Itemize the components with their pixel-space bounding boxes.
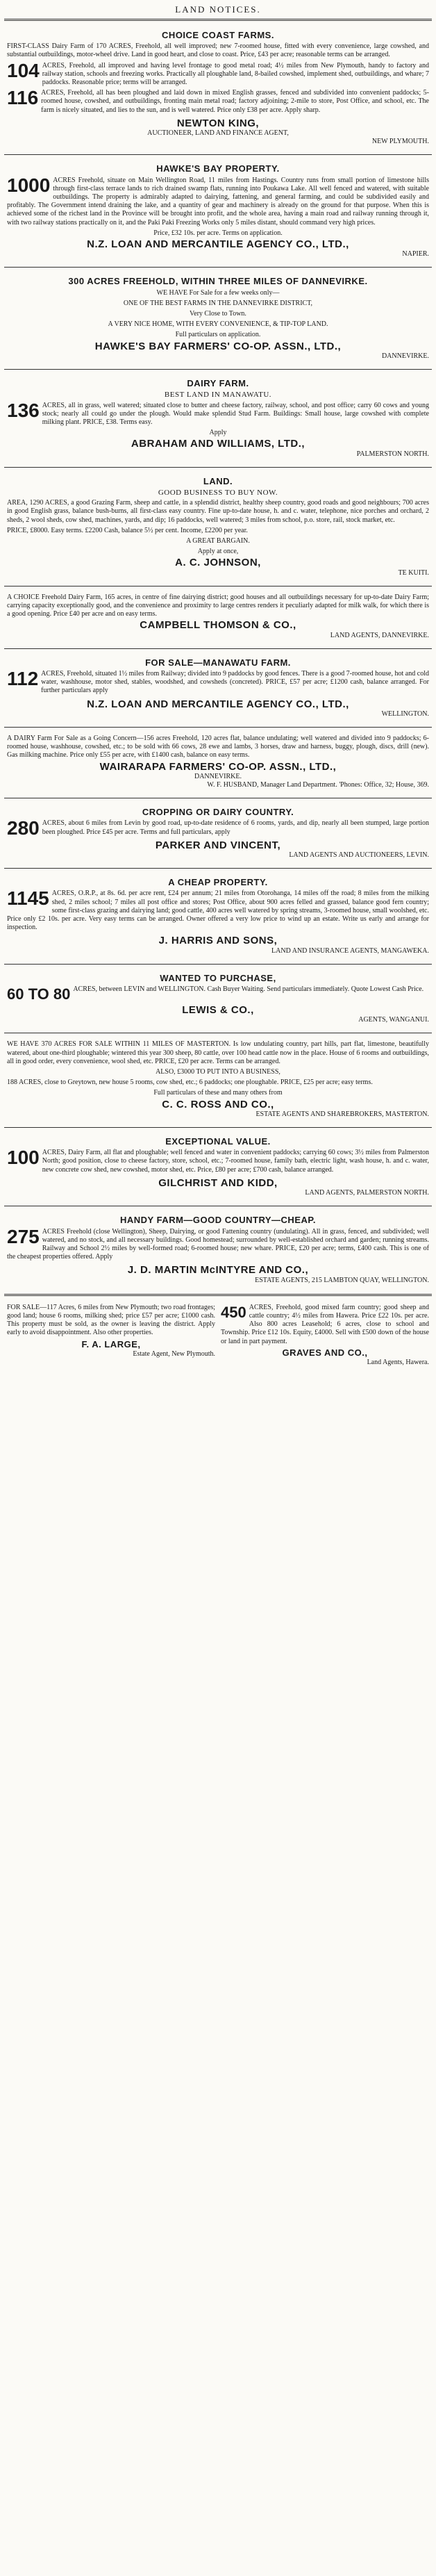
ad-paragraph: [7, 548, 429, 556]
ad-text: Very Close to Town.: [190, 310, 246, 318]
ad-paragraph: [7, 229, 429, 238]
ad-paragraph: [7, 817, 429, 839]
lead-number: 60 TO 80: [7, 985, 71, 1003]
agent-subtitle: AUCTIONEER, LAND AND FINANCE AGENT,: [147, 129, 289, 138]
ad-block: [0, 967, 436, 1031]
ad-paragraph: [7, 537, 429, 545]
ad-paragraph: [7, 1089, 429, 1097]
agent-name: A. C. JOHNSON,: [175, 557, 261, 569]
agent-location: LAND AND INSURANCE AGENTS, MANGAWEKA.: [271, 946, 429, 955]
ad-block: [0, 158, 436, 264]
lead-number: 116: [7, 87, 39, 109]
ad-block: [0, 730, 436, 795]
bottom-ads: [0, 1299, 436, 1372]
ad-paragraph: [7, 59, 429, 88]
ad-text: 450 ACRES, Freehold, good mixed farm country; good sheep and cattle country; 4½ miles from Hawera. Price £22 10s. per acre. Also 800 acres Leasehold; 6 acres, close to school and Township. Price £12 10s. Equity, £4000. Sell with £500 down of the house or land in part payment.: [221, 1303, 429, 1345]
agent-location: ESTATE AGENTS AND SHAREBROKERS, MASTERTON.: [255, 1110, 429, 1118]
ad-text: FOR SALE—117 Acres, 6 miles from New Plymouth; two road frontages; good land; house 6 rooms, milking shed; price £57 per acre; £1000 cash. This property must be sold, as the owner is leaving the district. Apply early to avoid disappointment. Also other properties.: [7, 1303, 215, 1337]
ad-text: Price, £32 10s. per acre. Terms on application.: [153, 229, 283, 237]
ad-paragraph: [7, 42, 429, 59]
agent-name: WAIRARAPA FARMERS' CO-OP. ASSN., LTD.,: [99, 760, 337, 773]
divider: [4, 154, 432, 155]
lead-number: 136: [7, 399, 40, 421]
ad-paragraph: [7, 499, 429, 525]
agent-subtitle: DANNEVIRKE.: [194, 772, 242, 780]
ad-text: ACRES, all in grass, well watered; situated close to butter and cheese factory, railway, school, and post office; carry 60 cows and young stock; nearly all could go under the plough. Would make splendid Stud Farm. Buildings: Small house, large cowshed with complete milking plant. PRICE, £38. Terms easy.: [42, 401, 429, 426]
agent-name: C. C. ROSS AND CO.,: [162, 1098, 274, 1110]
divider: [4, 467, 432, 468]
ad-heading: WANTED TO PURCHASE,: [160, 972, 276, 983]
ad-paragraph: [7, 667, 429, 696]
ad-paragraph: [7, 289, 429, 297]
ad-text: WE HAVE For Sale for a few weeks only—: [156, 288, 280, 297]
lead-number: 100: [7, 1147, 40, 1169]
ad-subheading: BEST LAND IN MANAWATU.: [164, 391, 272, 400]
agent-location: NEW PLYMOUTH.: [371, 138, 429, 146]
ad-text: A VERY NICE HOME, WITH EVERY CONVENIENCE, & TIP-TOP LAND.: [108, 320, 328, 329]
ad-block: [0, 801, 436, 865]
agent-name: N.Z. LOAN AND MERCANTILE AGENCY CO., LTD.,: [87, 238, 349, 251]
agent-location: DANNEVIRKE.: [381, 352, 429, 360]
ad-block: [0, 1209, 436, 1290]
ad-text: ACRES, Freehold, all has been ploughed and laid down in mixed English grasses, fenced and subdivided into convenient paddocks; 5-roomed house, cowshed, and outbuildings, fronting main metal road; factory adjoining; 2-mile to store, Post Office, and school, etc. The farm is nicely situated, and lies to the sun, and is well watered. Price only £38 per acre. Apply sharp.: [41, 89, 429, 114]
agent-name: ABRAHAM AND WILLIAMS, LTD.,: [131, 438, 305, 450]
ad-heading: DAIRY FARM.: [187, 378, 249, 389]
ad-paragraph: [7, 593, 429, 619]
ad-paragraph: [7, 399, 429, 427]
divider: [4, 648, 432, 649]
divider: [4, 1294, 432, 1296]
ad-block: [0, 1036, 436, 1124]
ad-paragraph: [7, 310, 429, 318]
ad-text: A DAIRY Farm For Sale as a Going Concern—156 acres Freehold, 120 acres flat, balance undulating; well watered and divided into 9 paddocks; 6-roomed house, washhouse, cowshed, etc.; to be sold with 66 cows, 28 ewe and lambs, 3 horses, draw and harness, buggy, plough, discs, drill (new). Gas milking machine. Price only £55 per acre, with £1400 cash, balance on easy terms.: [7, 734, 429, 760]
ad-text: A GREAT BARGAIN.: [186, 536, 250, 545]
agent-name: J. D. MARTIN McINTYRE AND CO.,: [127, 1264, 309, 1277]
ad-heading: CHOICE COAST FARMS.: [162, 30, 274, 40]
agent-name: GILCHRIST AND KIDD,: [158, 1176, 278, 1189]
agent-location: Land Agents, Hawera.: [367, 1358, 429, 1366]
ad-paragraph: [7, 1225, 429, 1262]
ad-text: A CHOICE Freehold Dairy Farm, 165 acres, in centre of fine dairying district; good houses and all outbuildings necessary for up-to-date Dairy Farm; carrying capacity exceptionally good, and the convenience and proximity to large centres renders it peculiarly adapted for milk walk, for which there is a good opening. Price £40 per acre and on easy terms.: [7, 593, 429, 618]
divider: [4, 369, 432, 370]
ad-paragraph: [7, 1149, 429, 1174]
lead-number: 1000: [7, 174, 51, 196]
bottom-right-ad: [221, 1304, 429, 1367]
ad-paragraph: [7, 331, 429, 339]
ad-text: ACRES, Dairy Farm, all flat and ploughable; well fenced and water in convenient paddocks; carrying 60 cows; 3½ miles from Palmerston North; good position, close to cheese factory, store, school, etc.; 7-roomed house, family bath, electric light, wash house, h. and c. water, new concrete cow shed, new cowshed, motor shed, etc. Price, £80 per acre; £700 cash, balance arranged.: [42, 1149, 429, 1174]
divider: [4, 868, 432, 869]
ad-heading: HAWKE'S BAY PROPERTY.: [156, 163, 280, 174]
lead-number: 1145: [7, 887, 49, 910]
agent-location: ESTATE AGENTS, 215 LAMBTON QUAY, WELLINGTON.: [255, 1276, 429, 1284]
ad-text: AREA, 1290 ACRES, a good Grazing Farm, sheep and cattle, in a splendid district, healthy sheep country, good roads and good neighbours; 700 acres in good English grass, balance bush-burns, all first-class easy country. Fine up-to-date house, h. and c. water, telephone, nice porches and orchard, 2 sheds, 2 wool sheds, cow shed, machines, yards, and dip; 16 paddocks, well watered; 3 miles from school, p.o. store, rail, stock market, etc.: [7, 499, 429, 524]
ad-paragraph: [7, 174, 429, 227]
ad-text: ALSO, £3000 TO PUT INTO A BUSINESS,: [156, 1068, 280, 1076]
divider: [4, 267, 432, 268]
ad-paragraph: [7, 985, 429, 1003]
agent-location: WELLINGTON.: [381, 709, 429, 718]
bottom-left-ad: [7, 1304, 215, 1367]
ad-text: WE HAVE 370 ACRES FOR SALE WITHIN 11 MILES OF MASTERTON. Is low undulating country, part hills, part flat, limestone, beautifully watered, about one-third ploughable; wintered this year 300 sheep, 80 cattle, over 100 head cattle now in the place. House of 6 rooms and outbuildings, all in good order, every convenience, wool shed, etc. PRICE, £20 per acre. Terms can be arranged.: [7, 1040, 429, 1065]
agent-name: GRAVES AND CO.,: [282, 1347, 368, 1358]
ad-block: [0, 372, 436, 464]
agent-name: LEWIS & CO.,: [182, 1004, 254, 1017]
ad-paragraph: [7, 89, 429, 115]
agent-location: AGENTS, WANGANUI.: [358, 1016, 429, 1024]
lead-number: 104: [7, 59, 40, 81]
agent-location: W. F. HUSBAND, Manager Land Department. 'Phones: Office, 32; House, 369.: [207, 781, 429, 789]
ad-text: ACRES, Freehold, all improved and having level frontage to good metal road; 4½ miles from New Plymouth, handy to factory and railway station, schools and freezing works. Practically all ploughable land, 8-bailed cowshed, implement shed, outbuildings, and whare; 7 paddocks. Reasonable price; terms will be arranged.: [42, 61, 429, 87]
ad-subheading: GOOD BUSINESS TO BUY NOW.: [158, 488, 278, 497]
agent-location: LAND AGENTS AND AUCTIONEERS, LEVIN.: [289, 851, 429, 860]
divider: [4, 1127, 432, 1128]
agent-name: NEWTON KING,: [176, 117, 260, 129]
ad-text: Full particulars on application.: [175, 331, 261, 339]
ad-text: ACRES, O.R.P., at 8s. 6d. per acre rent, £24 per annum; 21 miles from Otorohanga, 14 miles off the road; 8 miles from the milking shed, 2 miles school; 7 miles all post office and stores; Post Office, about 900 acres felled and grassed, balance good fern country; some first-class grazing and dairying land; good cattle, 400 acres well watered by spring streams, 3-roomed house, small woolshed, etc. Price only £2 10s. per acre. Very easy terms can be arranged. Owner offered a very low price to wind up an estate. Write us early and arrange for inspection.: [7, 889, 429, 932]
ad-text: ONE OF THE BEST FARMS IN THE DANNEVIRKE DISTRICT,: [123, 299, 313, 307]
ad-text: ACRES, about 6 miles from Levin by good road, up-to-date residence of 6 rooms, yards, and dip, nearly all been stumped, large portion been ploughed. Price £45 per acre. Terms and full particulars, apply: [42, 819, 429, 836]
lead-number: 275: [7, 1225, 40, 1247]
agent-name: HAWKE'S BAY FARMERS' CO-OP. ASSN., LTD.,: [94, 340, 342, 352]
agent-name: J. HARRIS AND SONS,: [158, 935, 278, 947]
divider: [4, 964, 432, 965]
ad-text: ACRES Freehold (close Wellington), Sheep, Dairying, or good Fattening country (undulating). All in grass, fenced, and subdivided; well watered, and no stock, and all necessary buildings. Good homestead; surrounded by well-established orchard and garden; running streams. Railway and School 2½ miles by well-formed road; 6-roomed house; new whare. PRICE, £20 per acre; terms, £400 cash. This is one of the cheapest properties offered. Apply: [7, 1227, 429, 1261]
divider: [4, 19, 432, 21]
ad-text: Apply at once,: [197, 548, 239, 556]
lead-number: 280: [7, 817, 40, 839]
ad-paragraph: [7, 300, 429, 308]
ad-block: [0, 24, 436, 151]
ad-paragraph: [7, 429, 429, 437]
agent-location: Estate Agent, New Plymouth.: [133, 1349, 215, 1358]
ad-block: [0, 652, 436, 724]
ad-heading: FOR SALE—MANAWATU FARM.: [145, 657, 291, 668]
agent-location: TE KUITI.: [398, 568, 429, 577]
agent-location: LAND AGENTS, DANNEVIRKE.: [330, 631, 429, 639]
ad-heading: HANDY FARM—GOOD COUNTRY—CHEAP.: [119, 1215, 316, 1226]
ad-paragraph: [7, 1078, 429, 1087]
ad-text: FIRST-CLASS Dairy Farm of 170 ACRES, Freehold, all well improved; new 7-roomed house, fitted with every convenience, large cowshed, and substantial outbuildings, motor-wheel drive. Land in good heart, and close to coast. Price, £43 per acre; reasonable terms can be arranged.: [7, 42, 429, 59]
ad-text: Apply: [209, 429, 227, 437]
agent-location: PALMERSTON NORTH.: [356, 450, 429, 458]
ad-paragraph: [7, 1040, 429, 1066]
agent-name: PARKER AND VINCENT,: [155, 839, 281, 851]
lead-number: 450: [221, 1303, 246, 1321]
ad-paragraph: [7, 527, 429, 535]
ad-heading: LAND.: [203, 475, 233, 486]
agent-name: F. A. LARGE,: [81, 1338, 141, 1349]
ad-text: 188 ACRES, close to Greytown, new house 5 rooms, cow shed, etc.; 6 paddocks; one ploughable. PRICE, £25 per acre; easy terms.: [7, 1078, 373, 1087]
lead-number: 112: [7, 667, 39, 689]
ad-text: Full particulars of these and many others from: [153, 1089, 283, 1097]
ad-paragraph: [7, 1068, 429, 1076]
ad-heading: CROPPING OR DAIRY COUNTRY.: [142, 807, 294, 818]
ad-text: ACRES Freehold, situate on Main Wellington Road, 11 miles from Hastings. Country runs from small portion of limestone hills through first-class terrace lands to rich drained swamp flats, running into Poukawa Lake. All well fenced and watered, with suitable outbuildings. The property is admirably adapted to dairying, fattening, and general farming, and could be subdivided easily and profitably. The Government intend draining the lake, and a quantity of gear and machinery is already on the ground for that purpose. When this is achieved some of the richest land in the Province will be brought into profit, and the whole area, having a main road and railway running through it, with two railway stations practically on it, and the Paki Paki Freezing Works only 5 miles distant, should command very high prices.: [7, 176, 429, 227]
ad-block: [0, 1131, 436, 1203]
agent-location: LAND AGENTS, PALMERSTON NORTH.: [305, 1189, 429, 1197]
divider: [4, 727, 432, 728]
masthead: LAND NOTICES.: [175, 4, 261, 15]
ad-block: [0, 270, 436, 366]
agent-name: CAMPBELL THOMSON & CO.,: [140, 619, 296, 632]
ad-heading: 300 ACRES FREEHOLD, WITHIN THREE MILES OF DANNEVIRKE.: [68, 276, 368, 287]
ad-text: ACRES, between LEVIN and WELLINGTON. Cash Buyer Waiting. Send particulars immediately. Quote Lowest Cash Price.: [73, 985, 424, 994]
ad-paragraph: [7, 735, 429, 760]
ad-text: ACRES, Freehold, situated 1½ miles from Railway; divided into 9 paddocks by good fences. There is a good 7-roomed house, hot and cold water, washhouse, motor shed, stables, woodshed, and cowsheds (concreted). PRICE, £57 per acre; £1200 cash, balance arranged. For further particulars apply: [41, 669, 429, 695]
ad-block: [0, 871, 436, 961]
agent-location: NAPIER.: [402, 250, 429, 259]
ad-block: [0, 589, 436, 646]
ad-paragraph: [7, 889, 429, 932]
ad-paragraph: [7, 320, 429, 329]
ad-heading: EXCEPTIONAL VALUE.: [165, 1136, 271, 1147]
ad-heading: A CHEAP PROPERTY.: [168, 877, 268, 888]
ad-text: PRICE, £8000. Easy terms. £2200 Cash, balance 5½ per cent. Income, £2200 per year.: [7, 526, 248, 534]
ad-block: [0, 470, 436, 583]
ads-column: [0, 24, 436, 1290]
agent-name: N.Z. LOAN AND MERCANTILE AGENCY CO., LTD.,: [87, 698, 349, 710]
